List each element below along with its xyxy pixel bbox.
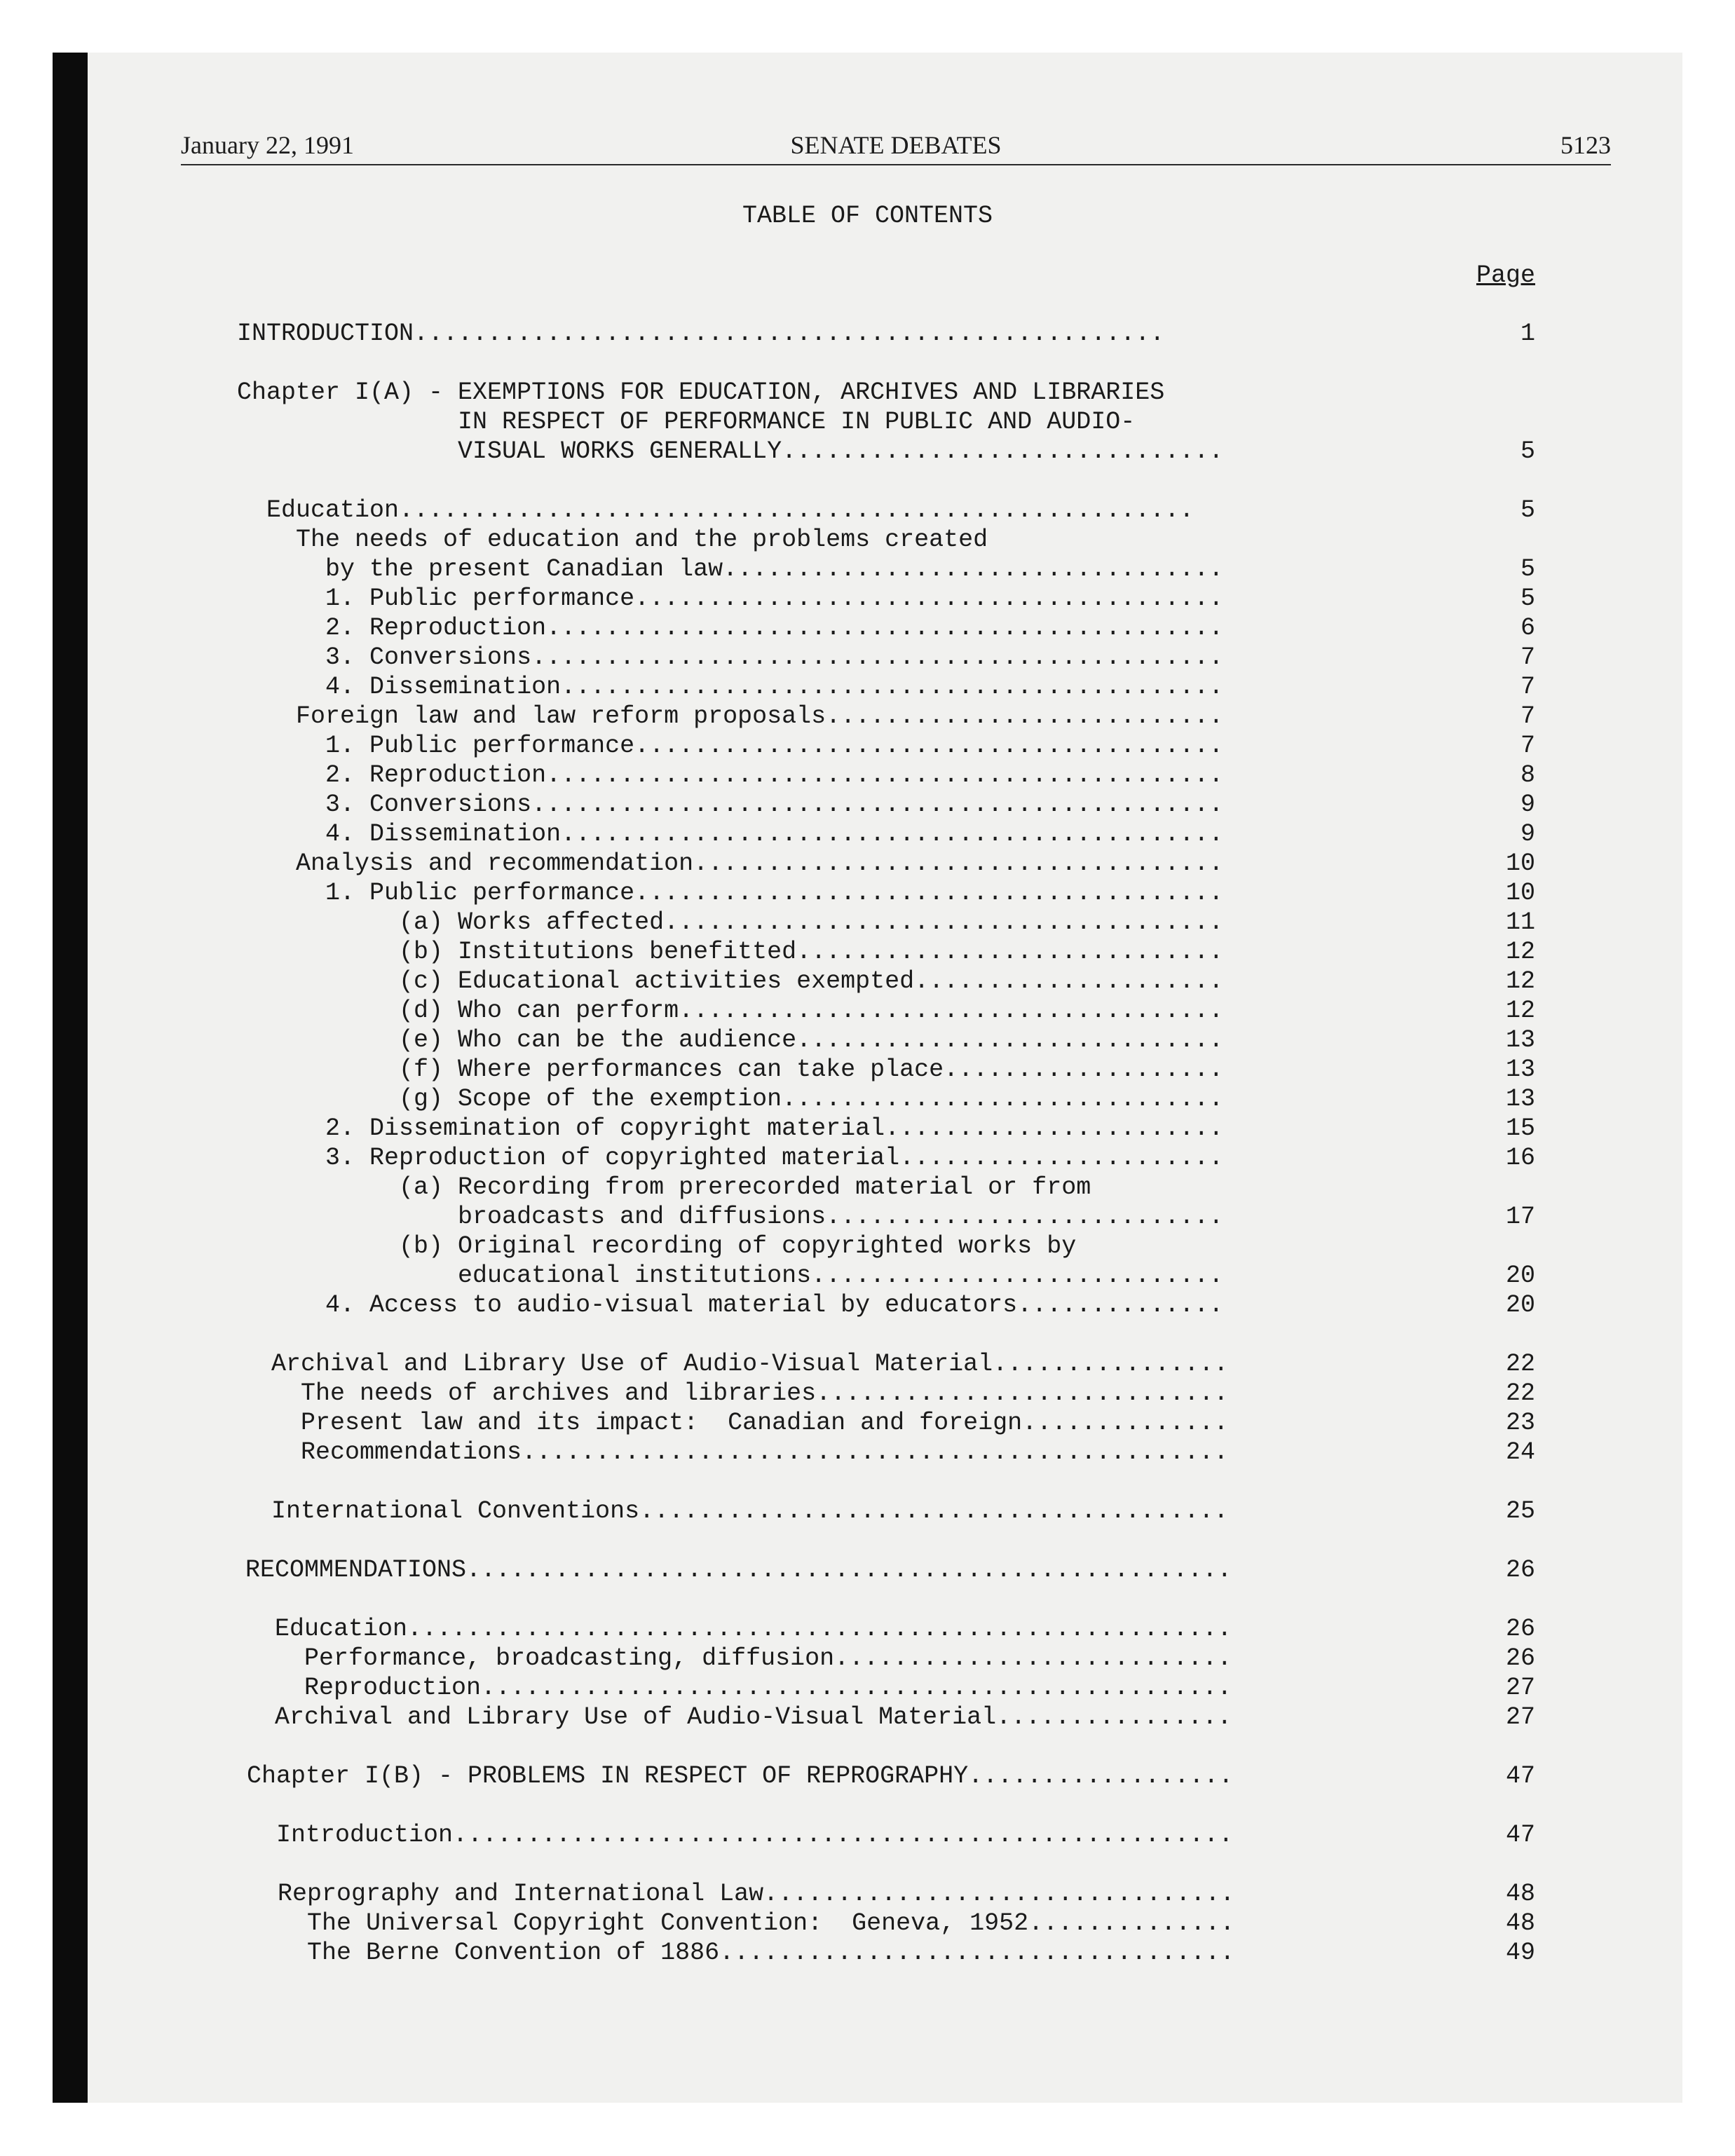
toc-entry-title: Foreign law and law reform proposals...........................	[237, 702, 1224, 730]
toc-entry-title: educational institutions............................	[237, 1262, 1224, 1290]
toc-entry	[237, 848, 1535, 879]
toc-entry-page: 20	[1505, 1262, 1535, 1290]
toc-entry-page: 13	[1505, 1056, 1535, 1084]
toc-entry	[248, 1937, 1535, 1968]
toc-entry	[237, 1231, 1535, 1262]
toc-entry	[237, 1025, 1535, 1056]
toc-entry	[237, 613, 1535, 643]
toc-entry-title: International Conventions........................................	[242, 1497, 1229, 1525]
toc-entry-page: 47	[1505, 1762, 1535, 1790]
toc-entry-page: 5	[1520, 555, 1535, 583]
header-page-number: 5123	[1560, 131, 1611, 159]
toc-entry	[242, 1378, 1535, 1409]
toc-entry-page: 12	[1505, 938, 1535, 966]
toc-entry	[248, 1878, 1535, 1909]
toc-entry	[245, 1672, 1535, 1703]
toc-entry-title: 2. Reproduction..............................................	[237, 761, 1224, 789]
toc-entry-title: (d) Who can perform.....................................	[237, 997, 1224, 1025]
toc-entry	[237, 554, 1535, 585]
toc-entry-title: (b) Institutions benefitted.............................	[237, 938, 1224, 966]
toc-entry	[248, 1908, 1535, 1939]
toc-entry	[237, 1113, 1535, 1144]
toc-entry	[237, 524, 1535, 555]
toc-entry-page: 48	[1505, 1909, 1535, 1937]
toc-entry-page: 16	[1505, 1144, 1535, 1172]
toc-entry-title: IN RESPECT OF PERFORMANCE IN PUBLIC AND AUDIO-	[237, 408, 1136, 436]
toc-entry-page: 5	[1520, 585, 1535, 613]
toc-entry-page: 5	[1520, 496, 1535, 524]
toc-entry-title: The needs of education and the problems created	[237, 526, 988, 554]
toc-entry-page: 7	[1520, 702, 1535, 730]
toc-entry-page: 9	[1520, 791, 1535, 819]
toc-entry	[237, 1142, 1535, 1173]
toc-entry	[237, 966, 1535, 997]
toc-entry-page: 10	[1505, 850, 1535, 878]
toc-entry	[245, 1702, 1535, 1733]
toc-entry	[242, 1349, 1535, 1379]
toc-entry-title: 1. Public performance........................................	[237, 585, 1224, 613]
toc-entry	[247, 1820, 1535, 1850]
toc-entry-title: 4. Access to audio-visual material by educators..............	[237, 1291, 1224, 1319]
toc-entry-title: 4. Dissemination.............................................	[237, 673, 1224, 701]
toc-entry-page: 20	[1505, 1291, 1535, 1319]
toc-title: TABLE OF CONTENTS	[742, 202, 993, 230]
toc-entry-title: 4. Dissemination.............................................	[237, 820, 1224, 848]
toc-entry	[237, 642, 1535, 673]
toc-entry-title: Archival and Library Use of Audio-Visual Material................	[242, 1350, 1229, 1378]
toc-entry-page: 49	[1505, 1939, 1535, 1967]
toc-entry	[237, 1260, 1535, 1291]
toc-entry	[237, 671, 1535, 702]
header-publication: SENATE DEBATES	[790, 131, 1002, 159]
toc-entry-page: 26	[1505, 1556, 1535, 1584]
toc-entry-title: Introduction.....................................................	[247, 1821, 1234, 1849]
toc-entry-page: 9	[1520, 820, 1535, 848]
toc-entry-page: 7	[1520, 732, 1535, 760]
toc-entry-title: 1. Public performance........................................	[237, 879, 1224, 907]
toc-entry-title: INTRODUCTION...................................................	[237, 320, 1165, 348]
toc-entry-title: The needs of archives and libraries............................	[242, 1379, 1229, 1407]
toc-entry-title: The Universal Copyright Convention: Geneva, 1952..............	[248, 1909, 1235, 1937]
toc-entry-title: 3. Conversions...............................................	[237, 791, 1224, 819]
toc-entry-page: 47	[1505, 1821, 1535, 1849]
toc-entry-page: 22	[1505, 1350, 1535, 1378]
toc-entry	[237, 495, 1535, 526]
toc-entry	[242, 1496, 1535, 1527]
toc-entry-title: RECOMMENDATIONS....................................................	[245, 1556, 1232, 1584]
toc-entry-title: Performance, broadcasting, diffusion...........................	[245, 1644, 1232, 1672]
toc-entry-page: 1	[1520, 320, 1535, 348]
toc-entry-page: 8	[1520, 761, 1535, 789]
toc-entry-title: Recommendations................................................	[242, 1438, 1229, 1466]
toc-entry-page: 27	[1505, 1703, 1535, 1731]
toc-entry	[237, 1172, 1535, 1203]
toc-entry-page: 26	[1505, 1644, 1535, 1672]
toc-entry-page: 13	[1505, 1026, 1535, 1054]
toc-entry	[245, 1613, 1535, 1644]
toc-entry-title: VISUAL WORKS GENERALLY..............................	[237, 437, 1224, 465]
toc-entry-title: 2. Dissemination of copyright material.......................	[237, 1114, 1224, 1142]
toc-entry-title: Present law and its impact: Canadian and foreign..............	[242, 1409, 1229, 1437]
toc-entry	[237, 760, 1535, 791]
toc-entry-title: Education......................................................	[237, 496, 1195, 524]
toc-entry-title: (a) Works affected......................................	[237, 908, 1224, 936]
toc-entry-title: Chapter I(B) - PROBLEMS IN RESPECT OF REPROGRAPHY..................	[247, 1762, 1234, 1790]
toc-entry	[237, 701, 1535, 732]
toc-entry	[247, 1761, 1535, 1792]
toc-entry	[237, 1290, 1535, 1321]
toc-entry	[237, 1054, 1535, 1085]
toc-entry-page: 10	[1505, 879, 1535, 907]
toc-entry-title: 1. Public performance........................................	[237, 732, 1224, 760]
toc-entry-page: 25	[1505, 1497, 1535, 1525]
toc-entry	[237, 377, 1535, 408]
toc-entry	[245, 1555, 1535, 1585]
toc-entry-title: broadcasts and diffusions...........................	[237, 1203, 1224, 1231]
toc-entry	[237, 1201, 1535, 1232]
toc-entry-title: (e) Who can be the audience.............................	[237, 1026, 1224, 1054]
page-column-label: Page	[1476, 261, 1535, 289]
toc-entry	[237, 936, 1535, 967]
toc-entry	[245, 1643, 1535, 1674]
toc-entry	[237, 436, 1535, 467]
toc-entry	[242, 1407, 1535, 1438]
toc-entry	[237, 878, 1535, 908]
toc-entry-page: 27	[1505, 1674, 1535, 1702]
toc-entry	[237, 1084, 1535, 1114]
toc-entry-page: 5	[1520, 437, 1535, 465]
toc-entry	[237, 995, 1535, 1026]
toc-entry-page: 15	[1505, 1114, 1535, 1142]
toc-entry-title: Reprography and International Law................................	[248, 1880, 1235, 1908]
toc-entry-title: (b) Original recording of copyrighted works by	[237, 1232, 1077, 1260]
toc-entry-title: 3. Reproduction of copyrighted material......................	[237, 1144, 1224, 1172]
toc-entry-title: (c) Educational activities exempted.....................	[237, 967, 1224, 995]
toc-entry-page: 13	[1505, 1085, 1535, 1113]
toc-entry-title: (g) Scope of the exemption..............................	[237, 1085, 1224, 1113]
toc-entry-title: by the present Canadian law..................................	[237, 555, 1224, 583]
toc-entry-page: 11	[1505, 908, 1535, 936]
toc-entry-title: Education........................................................	[245, 1615, 1232, 1643]
toc-entry-title: Archival and Library Use of Audio-Visual Material................	[245, 1703, 1232, 1731]
toc-entry-title: Reproduction...................................................	[245, 1674, 1232, 1702]
header-date: January 22, 1991	[181, 131, 354, 159]
toc-entry-page: 24	[1505, 1438, 1535, 1466]
toc-entry	[237, 407, 1535, 437]
toc-entry	[237, 907, 1535, 938]
toc-entry	[237, 318, 1535, 349]
toc-entry-title: 3. Conversions...............................................	[237, 643, 1224, 671]
toc-entry-page: 12	[1505, 967, 1535, 995]
toc-entry-title: 2. Reproduction..............................................	[237, 614, 1224, 642]
toc-entry-title: Chapter I(A) - EXEMPTIONS FOR EDUCATION, ARCHIVES AND LIBRARIES	[237, 378, 1165, 407]
toc-entry-page: 17	[1505, 1203, 1535, 1231]
toc-entry	[242, 1437, 1535, 1468]
toc-entry	[237, 789, 1535, 820]
toc-entry-page: 26	[1505, 1615, 1535, 1643]
toc-entry	[237, 819, 1535, 850]
toc-entry-page: 6	[1520, 614, 1535, 642]
toc-entry-page: 7	[1520, 673, 1535, 701]
toc-entry-title: Analysis and recommendation....................................	[237, 850, 1224, 878]
toc-entry-title: (a) Recording from prerecorded material or from	[237, 1173, 1091, 1201]
toc-entry	[237, 583, 1535, 614]
toc-entry-title: The Berne Convention of 1886...................................	[248, 1939, 1235, 1967]
toc-entry	[237, 730, 1535, 761]
toc-entry-page: 23	[1505, 1409, 1535, 1437]
toc-entry-page: 48	[1505, 1880, 1535, 1908]
toc-entry-page: 12	[1505, 997, 1535, 1025]
toc-entry-page: 22	[1505, 1379, 1535, 1407]
toc-entry-page: 7	[1520, 643, 1535, 671]
toc-entry-title: (f) Where performances can take place...................	[237, 1056, 1224, 1084]
